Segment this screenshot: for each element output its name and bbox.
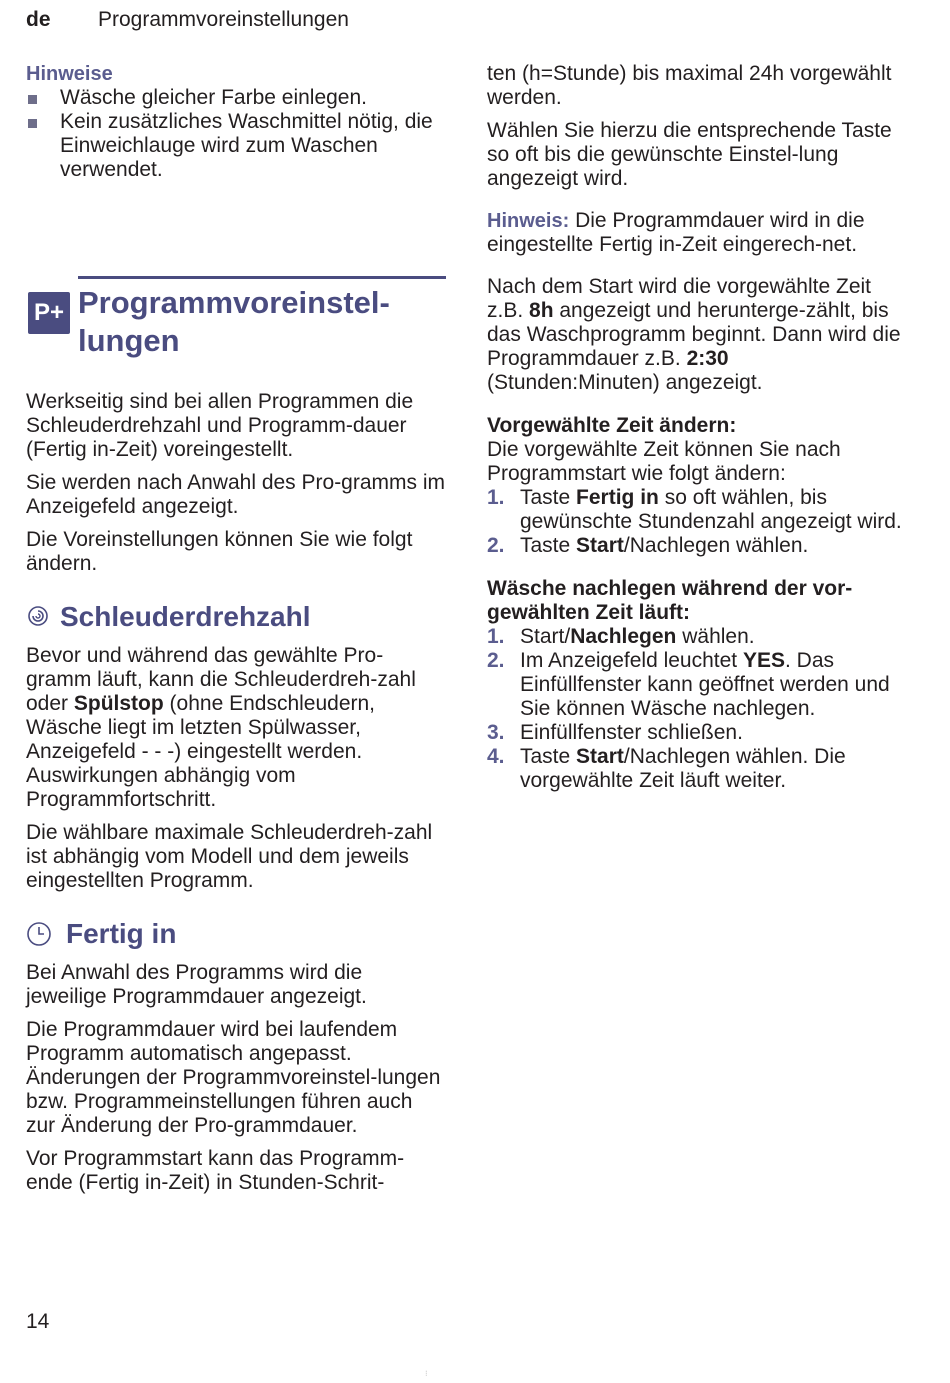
paragraph: Die wählbare maximale Schleuderdreh-zahl ist abhängig vom Modell und dem jeweils eingestellten Programm. — [26, 821, 433, 892]
heading-rule — [78, 276, 446, 279]
clock-icon — [26, 921, 52, 947]
spin-speed-text — [26, 644, 446, 893]
page-title: Programmvoreinstel- lungen — [78, 285, 390, 358]
intro-text — [26, 390, 446, 576]
list-item: 2. Taste Start/Nachlegen wählen. — [487, 534, 809, 557]
change-time-heading: Vorgewählte Zeit ändern: — [487, 414, 737, 437]
left-column — [26, 62, 446, 1195]
program-plus-icon: P+ — [28, 292, 70, 334]
paragraph: Bei Anwahl des Programms wird die jeweilige Programmdauer angezeigt. — [26, 961, 367, 1008]
finish-in-heading: Fertig in — [26, 917, 446, 951]
paragraph: Die Voreinstellungen können Sie wie folgt ändern. — [26, 528, 413, 575]
right-column — [487, 62, 907, 793]
list-item: 3. Einfüllfenster schließen. — [487, 721, 743, 744]
finish-in-text — [26, 961, 446, 1195]
list-item: 4. Taste Start/Nachlegen wählen. Die vorgewählte Zeit läuft weiter. — [487, 745, 846, 792]
paragraph: Wählen Sie hierzu die entsprechende Taste so oft bis die gewünschte Einstel-lung angezeigt wird. — [487, 119, 892, 190]
paragraph: Die Programmdauer wird bei laufendem Programm automatisch angepasst. Änderungen der Programmvoreinstel-lungen bzw. Programmeinstellungen führen auch zur Änderung der Pro-grammdauer. — [26, 1018, 441, 1137]
paragraph: Sie werden nach Anwahl des Pro-gramms im Anzeigefeld angezeigt. — [26, 471, 446, 518]
list-item: 2. Im Anzeigefeld leuchtet YES. Das Einfüllfenster kann geöffnet werden und Sie können Wäsche nachlegen. — [487, 649, 890, 720]
notes-list — [26, 86, 446, 182]
list-item: Kein zusätzliches Waschmittel nötig, die Einweichlauge wird zum Waschen verwendet. — [26, 110, 446, 182]
spin-speed-icon — [26, 604, 52, 630]
paragraph: Bevor und während das gewählte Pro-gramm läuft, kann die Schleuderdreh-zahl oder Spülstop (ohne Endschleudern, Wäsche liegt im letzten Spülwasser, Anzeigefeld - - -) eingestellt werden. Auswirkungen abhängig vom Programmfortschritt. — [26, 644, 416, 811]
paragraph: Die vorgewählte Zeit können Sie nach Programmstart wie folgt ändern: — [487, 438, 841, 485]
print-mark: ⁝ — [425, 1369, 428, 1378]
header-section-title: Programmvoreinstellungen — [98, 8, 349, 31]
page-number: 14 — [26, 1310, 50, 1333]
reload-steps — [487, 625, 907, 793]
section-heading — [26, 276, 446, 360]
reload-heading: Wäsche nachlegen während der vor-gewählten Zeit läuft: — [487, 577, 853, 624]
paragraph: Werkseitig sind bei allen Programmen die Schleuderdrehzahl und Programm-dauer (Fertig in-Zeit) voreingestellt. — [26, 390, 414, 461]
paragraph: ten (h=Stunde) bis maximal 24h vorgewählt werden. — [487, 62, 892, 109]
notes-label: Hinweise — [26, 63, 113, 85]
list-item: 1. Start/Nachlegen wählen. — [487, 625, 755, 648]
hint-label: Hinweis: — [487, 210, 570, 232]
change-time-steps — [487, 486, 907, 558]
list-item: 1. Taste Fertig in so oft wählen, bis gewünschte Stundenzahl angezeigt wird. — [487, 486, 902, 533]
spin-speed-heading: Schleuderdrehzahl — [26, 600, 446, 634]
hint-paragraph: Hinweis: Die Programmdauer wird in die eingestellte Fertig in-Zeit eingerech-net. — [487, 209, 865, 256]
language-code: de — [26, 8, 51, 31]
paragraph: Vor Programmstart kann das Programm-ende (Fertig in-Zeit) in Stunden-Schrit- — [26, 1147, 405, 1194]
paragraph: Nach dem Start wird die vorgewählte Zeit z.B. 8h angezeigt und herunterge-zählt, bis das Waschprogramm beginnt. Dann wird die Programmdauer z.B. 2:30 (Stunden:Minuten) angezeigt. — [487, 275, 901, 394]
bullet-square-icon — [28, 119, 37, 128]
list-item: Wäsche gleicher Farbe einlegen. — [26, 86, 446, 110]
bullet-square-icon — [28, 95, 37, 104]
